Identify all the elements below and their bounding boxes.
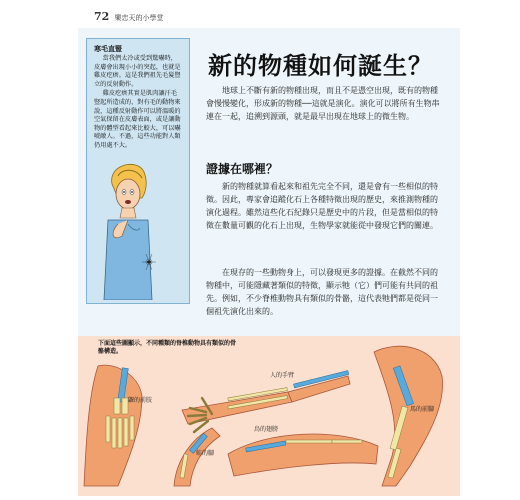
mole-forelimb-illustration xyxy=(84,365,142,486)
human-label: 人的手臂 xyxy=(270,372,295,379)
evidence-text: 新的物種就算看起來和祖先完全不同，還是會有一些相似的特徵。因此，專家會追蹤化石上各種特徵出現的歷史，來推測物種的演化過程。雖然這些化石紀錄只是歷史中的片段，但是當相似的特徵在數量可觀的化石上出現，生物學家就能從中發現它們的關連。 xyxy=(206,182,438,230)
running-title: 樂忠天的小學堂 xyxy=(114,14,164,22)
sidebar-text xyxy=(94,55,182,152)
page-number: 72 xyxy=(94,10,110,23)
bird-wing-illustration xyxy=(228,434,378,476)
sidebar-paragraph: 雞皮疙瘩其實是肌肉讓汗毛豎起所造成的，對有毛的動物來說，這種反射動作可以將溫暖的空氣保留在皮膚表面，或是讓動物的體型看起來比較大，可以嚇唬敵人。不過，這些功能對人類仍用處不大。 xyxy=(94,90,181,149)
living-animals-paragraph xyxy=(206,266,442,318)
page-title: 新的物種如何誕生？ xyxy=(208,51,433,80)
frog-leg-illustration xyxy=(174,428,220,486)
living-animals-text: 在現存的一些動物身上，可以發現更多的證據。在截然不同的物種中，可能隱藏著類似的特徵，顯示牠（它）們可能有共同的祖先。例如，不少脊椎動物具有類似的骨骼，這代表牠們都是從同一個祖先演化出來的。 xyxy=(206,268,438,316)
evidence-paragraph xyxy=(206,180,442,232)
figure-caption: 下面這些圖顯示，不同種類的脊椎動物具有類似的骨骼構造。 xyxy=(98,340,237,355)
sidebar-paragraph: 當我們太冷或受到驚嚇時，皮膚會出現小小的突起，也就是雞皮疙瘩。這是我們祖先毛髮豎立的反射動作。 xyxy=(94,55,181,88)
frog-label: 蛙的腳 xyxy=(196,450,215,457)
bird-label: 鳥的翅膀 xyxy=(254,426,279,433)
horse-foreleg-illustration xyxy=(374,346,443,486)
intro-paragraph xyxy=(206,84,442,123)
homologous-limbs-illustration xyxy=(78,336,460,496)
intro-text: 地球上不斷有新的物種出現，而且不是憑空出現，既有的物種會慢慢變化，形成新的物種──這就是演化。演化可以將所有生物串連在一起，追溯到源頭，就是最早出現在地球上的微生物。 xyxy=(206,86,440,121)
goosebumps-person-illustration xyxy=(98,158,162,300)
human-arm-illustration xyxy=(182,371,350,432)
sidebar-title: 寒毛直豎 xyxy=(94,45,122,53)
running-header xyxy=(94,10,164,23)
mole-label: 鼴的前肢 xyxy=(128,397,153,404)
horse-label: 馬的前腳 xyxy=(410,406,435,413)
section-heading: 證據在哪裡？ xyxy=(206,162,279,176)
